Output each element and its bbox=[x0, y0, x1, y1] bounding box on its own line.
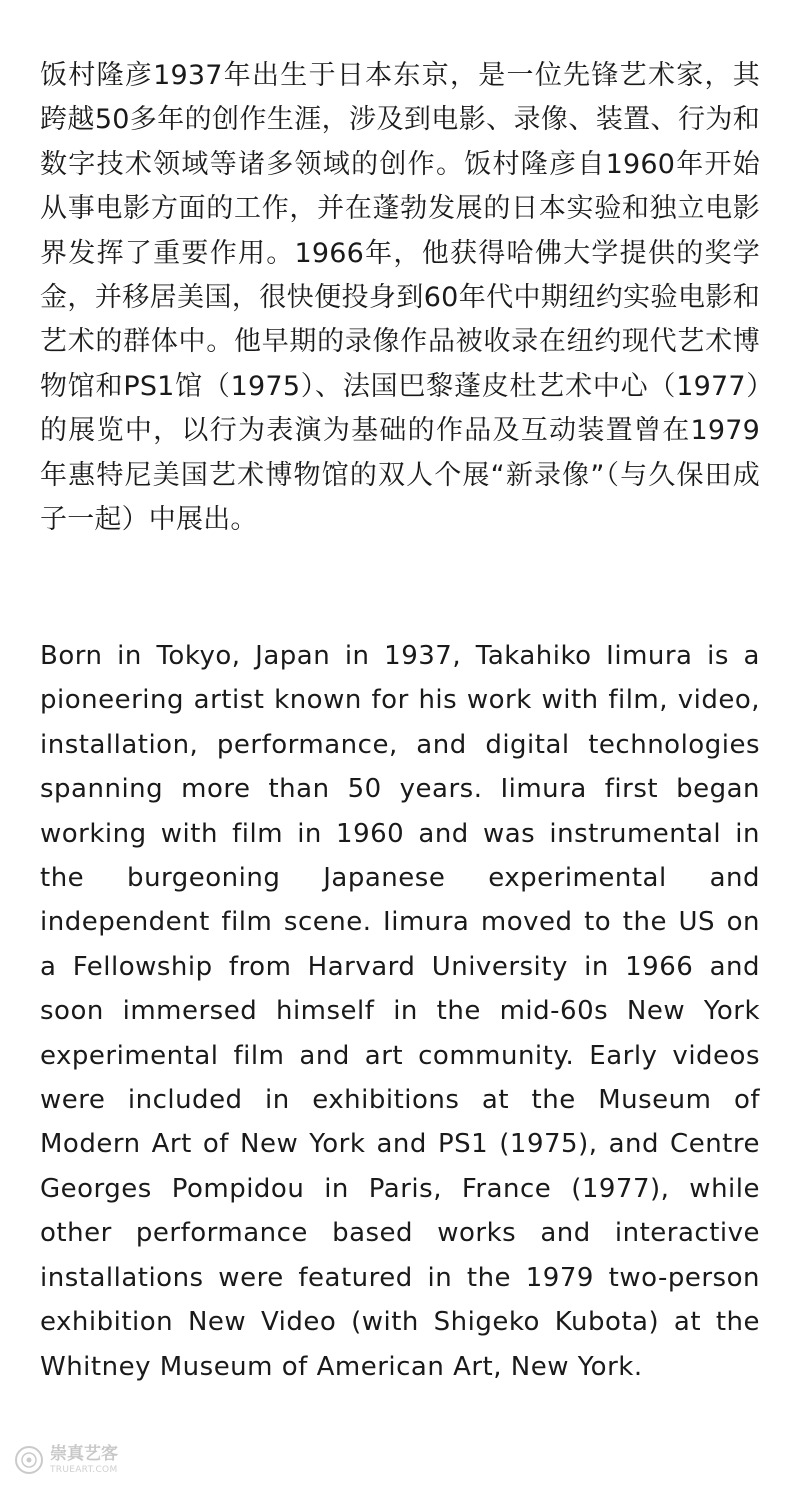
trueart-logo-icon bbox=[14, 1445, 44, 1475]
paragraph-chinese: 饭村隆彦1937年出生于日本东京，是一位先锋艺术家，其跨越50多年的创作生涯，涉及到电影、录像、装置、行为和数字技术领域等诸多领域的创作。饭村隆彦自1960年开始从事电影方面的工作，并在蓬勃发展的日本实验和独立电影界发挥了重要作用。1966年，他获得哈佛大学提供的奖学金，并移居美国，很快便投身到60年代中期纽约实验电影和艺术的群体中。他早期的录像作品被收录在纽约现代艺术博物馆和PS1馆（1975）、法国巴黎蓬皮杜艺术中心（1977）的展览中，以行为表演为基础的作品及互动装置曾在1979年惠特尼美国艺术博物馆的双人个展“新录像”（与久保田成子一起）中展出。 bbox=[40, 60, 760, 536]
watermark bbox=[14, 1440, 118, 1480]
paragraph-english: Born in Tokyo, Japan in 1937, Takahiko Iimura is a pioneering artist known for his work with film, video, installation, performance, and digital technologies spanning more than 50 years. Iimura first began working with film in 1960 and was instrumental in the burgeoning Japanese experimental and independent film scene. Iimura moved to the US on a Fellowship from Harvard University in 1966 and soon immersed himself in the mid-60s New York experimental film and art community. Early videos were included in exhibitions at the Museum of Modern Art of New York and PS1 (1975), and Centre Georges Pompidou in Paris, France (1977), while other performance based works and interactive installations were featured in the 1979 two-person exhibition New Video (with Shigeko Kubota) at the Whitney Museum of American Art, New York. bbox=[40, 641, 760, 1382]
watermark-subtitle: TRUEART.COM bbox=[50, 1464, 118, 1475]
watermark-text bbox=[50, 1443, 118, 1475]
watermark-title: 崇真艺客 bbox=[50, 1443, 118, 1464]
